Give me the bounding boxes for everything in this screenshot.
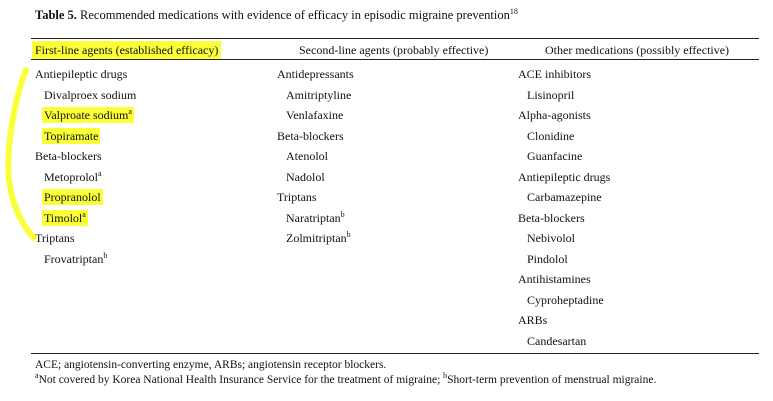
drug-name: Timolol — [44, 210, 83, 225]
table-cell — [518, 310, 610, 331]
drug-name: Amitriptyline — [286, 87, 352, 102]
table-cell — [35, 146, 136, 167]
footnote-mark: a — [98, 168, 102, 178]
column-other — [518, 64, 610, 351]
category-label: Antiepileptic drugs — [35, 67, 128, 81]
drug-name: Propranolol — [44, 190, 101, 204]
highlighted-drug — [42, 128, 100, 144]
table-caption — [35, 8, 518, 23]
table-cell — [518, 187, 610, 208]
category-label: Antihistamines — [518, 272, 591, 286]
table-cell — [518, 105, 610, 126]
footnote-mark: b — [346, 230, 351, 239]
table-cell — [277, 85, 354, 106]
category-label: Triptans — [277, 190, 317, 204]
table-cell — [518, 331, 610, 352]
table-bottom-rule — [31, 353, 759, 354]
table-cell — [518, 126, 610, 147]
footnote-b-text: Short-term prevention of menstrual migraine. — [447, 374, 657, 386]
drug-name: Guanfacine — [527, 149, 583, 163]
header-other: Other medications (possibly effective) — [545, 43, 730, 57]
drug-name: Metoprolol — [44, 169, 98, 184]
table-cell — [518, 146, 610, 167]
table-footnotes — [35, 358, 656, 388]
footnote-mark: b — [103, 250, 108, 260]
drug-name: Pindolol — [527, 251, 568, 266]
highlighted-drug — [42, 210, 88, 226]
table-cell — [518, 64, 610, 85]
column-first-line — [35, 64, 136, 269]
category-label: Alpha-agonists — [518, 108, 591, 122]
table-cell — [35, 249, 136, 270]
footnote-mark: b — [340, 209, 345, 219]
table-cell — [277, 187, 354, 208]
drug-name: Cyproheptadine — [527, 292, 604, 307]
table-cell — [518, 85, 610, 106]
table-cell — [277, 146, 354, 167]
footnote-mark: a — [128, 107, 132, 116]
caption-label: Table 5. — [35, 8, 77, 22]
table-cell — [277, 105, 354, 126]
drug-name: Carbamazepine — [527, 190, 602, 204]
footnote-a-text: Not covered by Korea National Health Insurance Service for the treatment of migraine; — [38, 374, 444, 386]
footnote-mark: a — [35, 371, 39, 381]
category-label: ARBs — [518, 313, 548, 327]
table-cell — [35, 167, 136, 188]
footnote-mark: b — [443, 371, 448, 381]
highlighted-drug — [42, 189, 103, 205]
category-label: Beta-blockers — [277, 128, 344, 143]
table-cell — [277, 64, 354, 85]
table-cell — [277, 167, 354, 188]
header-second-line: Second-line agents (probably effective) — [299, 43, 489, 57]
table-cell — [35, 208, 136, 229]
category-label: Antidepressants — [277, 67, 354, 81]
drug-name: Venlafaxine — [286, 108, 344, 122]
drug-name: Candesartan — [527, 333, 587, 348]
footnote-line — [35, 373, 656, 388]
caption-text: Recommended medications with evidence of efficacy in episodic migraine prevention — [76, 8, 510, 22]
table-cell — [35, 228, 136, 249]
drug-name: Naratriptan — [286, 210, 341, 225]
header-rule — [31, 59, 759, 60]
category-label: ACE inhibitors — [518, 67, 592, 81]
table-cell — [277, 126, 354, 147]
table-cell — [35, 126, 136, 147]
footnote-mark: a — [82, 209, 86, 219]
drug-name: Atenolol — [286, 149, 328, 163]
category-label: Triptans — [35, 231, 75, 245]
column-second-line — [277, 64, 354, 249]
table-cell — [35, 64, 136, 85]
table-cell — [277, 208, 354, 229]
drug-name: Valproate sodium — [44, 108, 129, 122]
table-cell — [518, 208, 610, 229]
drug-name: Zolmitriptan — [286, 231, 347, 245]
drug-name: Topiramate — [44, 128, 99, 143]
drug-name: Frovatriptan — [44, 251, 104, 266]
table-cell — [518, 249, 610, 270]
header-first-line-label: First-line agents (established efficacy) — [32, 41, 221, 59]
table-cell — [518, 167, 610, 188]
category-label: Beta-blockers — [35, 149, 102, 163]
header-first-line — [35, 43, 221, 58]
table-top-rule — [31, 38, 759, 39]
abbreviation-note: ACE; angiotensin-converting enzyme, ARBs; angiotensin receptor blockers. — [35, 359, 387, 371]
drug-name: Nebivolol — [527, 231, 575, 245]
table-cell — [518, 228, 610, 249]
table-cell — [518, 269, 610, 290]
drug-name: Divalproex sodium — [44, 87, 137, 102]
highlighted-drug — [42, 107, 134, 123]
category-label: Beta-blockers — [518, 210, 585, 225]
table-cell — [35, 187, 136, 208]
table-cell — [35, 85, 136, 106]
drug-name: Lisinopril — [527, 87, 575, 102]
category-label: Antiepileptic drugs — [518, 169, 611, 184]
table-cell — [277, 228, 354, 249]
drug-name: Nadolol — [286, 169, 325, 184]
drug-name: Clonidine — [527, 128, 575, 143]
table-cell — [35, 105, 136, 126]
caption-reference: 18 — [509, 6, 518, 16]
table-cell — [518, 290, 610, 311]
